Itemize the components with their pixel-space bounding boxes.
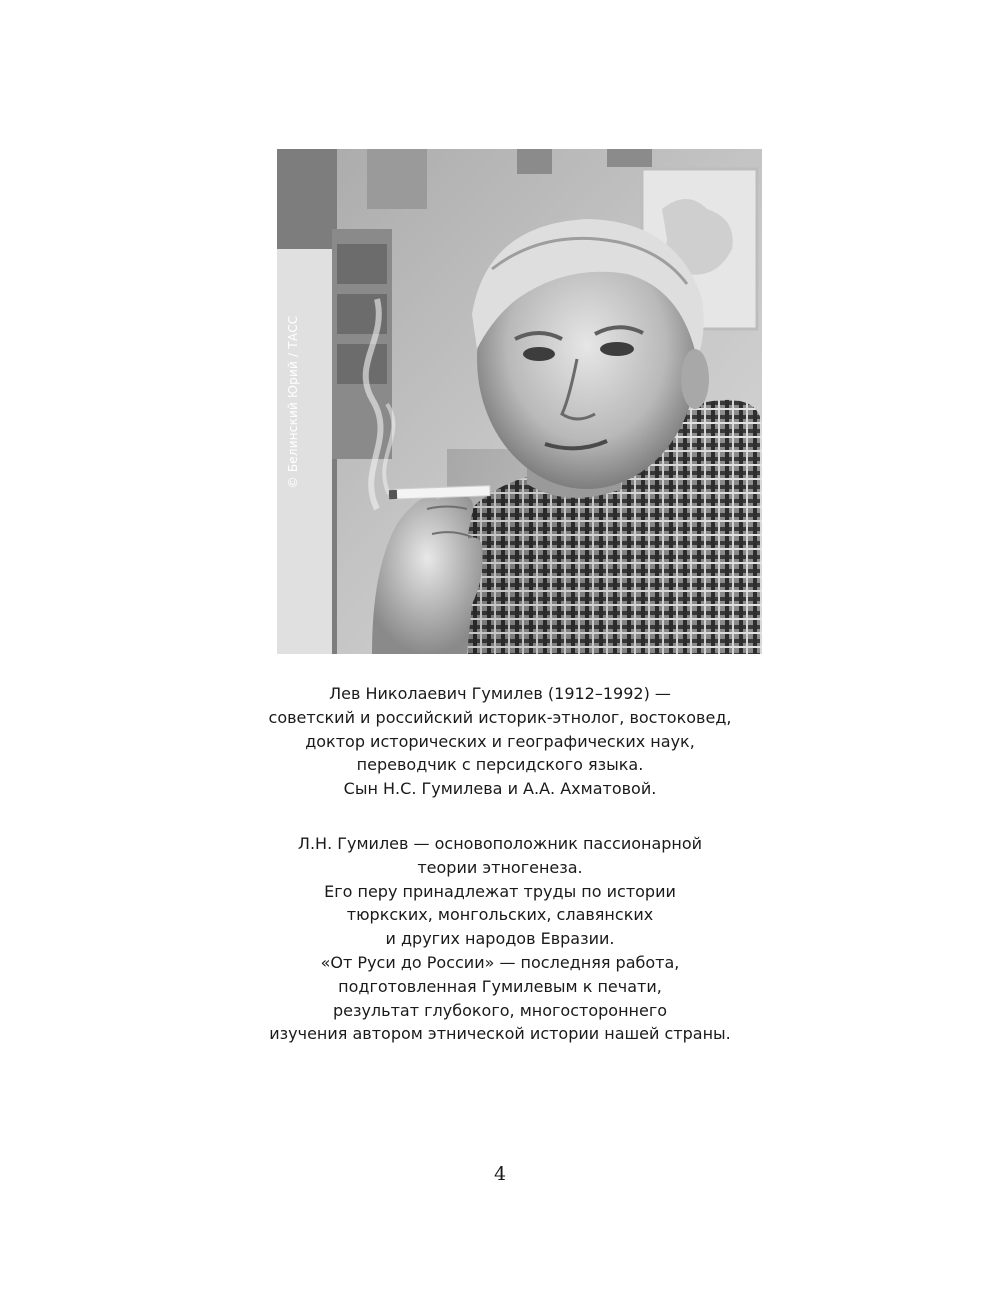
- works-paragraph: [150, 832, 850, 1046]
- author-portrait-photo: [277, 149, 762, 654]
- photo-credit: [278, 149, 308, 654]
- page-number: 4: [493, 1163, 507, 1185]
- works-line: и других народов Евразии.: [385, 929, 615, 949]
- biography-line: переводчик с персидского языка.: [356, 755, 644, 775]
- works-line: Его перу принадлежат труды по истории: [324, 881, 676, 901]
- works-line: подготовленная Гумилевым к печати,: [338, 976, 662, 996]
- biography-line: советский и российский историк-этнолог, востоковед,: [268, 707, 732, 727]
- photo-credit-text: © Белинский Юрий / ТАСС: [286, 315, 300, 488]
- works-line: тюркских, монгольских, славянских: [346, 905, 654, 925]
- works-line: теории этногенеза.: [417, 857, 583, 877]
- works-line: результат глубокого, многостороннего: [332, 1000, 668, 1020]
- biography-line: Лев Николаевич Гумилев (1912–1992) —: [329, 684, 671, 703]
- biography-line: Сын Н.С. Гумилева и А.А. Ахматовой.: [343, 779, 657, 799]
- biography-line: доктор исторических и географических наук,: [305, 731, 695, 751]
- portrait-illustration: [277, 149, 762, 654]
- works-line: изучения автором этнической истории нашей страны.: [269, 1024, 731, 1044]
- works-line: «От Руси до России» — последняя работа,: [320, 952, 680, 972]
- works-line: Л.Н. Гумилев — основоположник пассионарной: [297, 834, 703, 853]
- biography-paragraph: [150, 682, 850, 801]
